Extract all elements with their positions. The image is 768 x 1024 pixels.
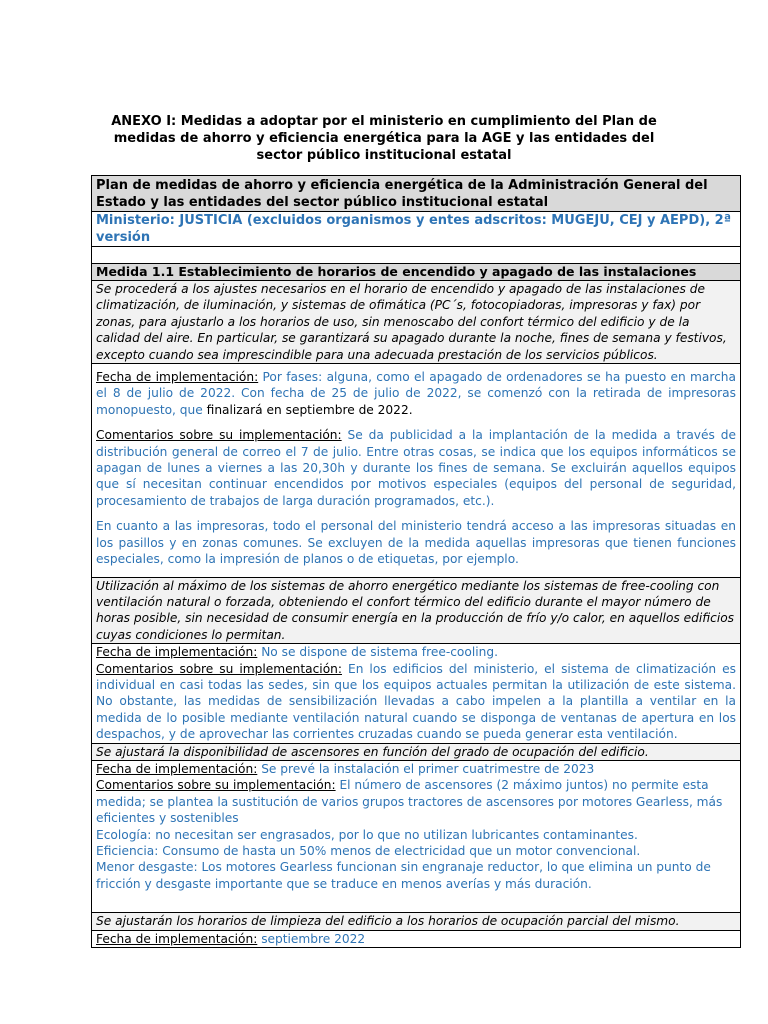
fecha-label: Fecha de implementación: xyxy=(96,370,259,385)
measure-2-details xyxy=(92,644,741,743)
measure-4-description: Se ajustarán los horarios de limpieza del edificio a los horarios de ocupación parcial del mismo. xyxy=(92,913,741,930)
fecha-value: Por fases: alguna, como el apagado de ordenadores se ha puesto en marcha el 8 de julio de 2022. Con fecha de 25 de julio de 2022, se comenzó con la retirada de impresoras monopuesto, que xyxy=(96,370,736,417)
measure-1-description: Se procederá a los ajustes necesarios en el horario de encendido y apagado de las instalaciones de climatización, de iluminación, y sistemas de ofimática (PC´s, fotocopiadoras, impresoras y fax) por zonas, para ajustarlo a los horarios de uso, sin menoscabo del confort térmico del edificio y de la calidad del aire. En particular, se garantizará su apagado durante la noche, fines de semana y festivos, excepto cuando sea imprescindible para una adecuada prestación de los servicios públicos. xyxy=(92,281,741,364)
measure-3-details xyxy=(92,760,741,912)
measure-4-details xyxy=(92,930,741,947)
measure-2-comentarios xyxy=(96,661,736,743)
measure-1-details xyxy=(92,364,741,577)
measures-table xyxy=(91,175,741,948)
measure-2-fecha xyxy=(96,644,736,660)
measure-2-description: Utilización al máximo de los sistemas de ahorro energético mediante los sistemas de free-cooling con ventilación natural o forzada, obteniendo el confort térmico del edificio durante el mayor número de horas posible, sin necesidad de consumir energía en la producción de frío y/o calor, en aquellos edificios cuyas condiciones lo permitan. xyxy=(92,577,741,644)
fecha-label: Fecha de implementación: xyxy=(96,761,258,776)
document-title: ANEXO I: Medidas a adoptar por el ministerio en cumplimiento del Plan de medidas de ahorro y eficiencia energética para la AGE y las entidades del sector público institucional estatal xyxy=(111,114,657,163)
measure-1-impresoras: En cuanto a las impresoras, todo el personal del ministerio tendrá acceso a las impresoras situadas en los pasillos y en zonas comunes. Se excluyen de la medida aquellas impresoras que tienen funciones especiales, como la impresión de planos o de etiquetas, por ejemplo. xyxy=(96,519,736,567)
comentarios-label: Comentarios sobre su implementación: xyxy=(96,661,342,676)
fecha-label: Fecha de implementación: xyxy=(96,645,258,660)
empty-row xyxy=(92,247,741,264)
measure-1-comentarios xyxy=(96,427,736,509)
plan-header: Plan de medidas de ahorro y eficiencia energética de la Administración General del Estado y las entidades del sector público institucional estatal xyxy=(92,176,741,212)
measure-4-fecha xyxy=(96,931,736,947)
fecha-label: Fecha de implementación: xyxy=(96,931,258,946)
eficiencia-line: Eficiencia: Consumo de hasta un 50% menos de electricidad que un motor convencional. xyxy=(96,844,641,858)
measure-3-comentarios xyxy=(96,777,736,826)
fecha-value: No se dispone de sistema free-cooling. xyxy=(261,645,498,660)
comentarios-value: En los edificios del ministerio, el sistema de climatización es individual en casi todas las sedes, sin que los equipos actuales permitan la utilización de este sistema. No obstante, las medidas de sensibilización llevadas a cabo impelen a la plantilla a ventilar en la medida de lo posible mediante ventilación natural cuando se disponga de ventanas de apertura en los despachos, y de aprovechar las corrientes cruzadas cuando se pueda generar esta ventilación. xyxy=(96,661,736,742)
comentarios-value: Se da publicidad a la implantación de la medida a través de distribución general de correo el 7 de julio. Entre otras cosas, se indica que los equipos informáticos se apagan de lunes a viernes a las 20,30h y durante los fines de semana. Se excluirán aquellos equipos que sí necesitan continuar encendidos por motivos especiales (equipos del personal de seguridad, procesamiento de trabajos de larga duración programados, etc.). xyxy=(96,428,736,508)
desgaste-line: Menor desgaste: Los motores Gearless funcionan sin engranaje reductor, lo que elimina un punto de fricción y desgaste importante que se traduce en menos averías y más duración. xyxy=(96,860,711,891)
comentarios-label: Comentarios sobre su implementación: xyxy=(96,778,336,793)
fecha-value-end: finalizará en septiembre de 2022. xyxy=(206,402,413,417)
measure-3-description: Se ajustará la disponibilidad de ascensores en función del grado de ocupación del edificio. xyxy=(92,743,741,760)
measure-title: Medida 1.1 Establecimiento de horarios de encendido y apagado de las instalaciones xyxy=(92,264,741,281)
fecha-value: Se prevé la instalación el primer cuatrimestre de 2023 xyxy=(261,761,595,776)
measure-3-fecha xyxy=(96,761,736,777)
ministry-line: Ministerio: JUSTICIA (excluidos organismos y entes adscritos: MUGEJU, CEJ y AEPD), 2ª versión xyxy=(92,212,741,247)
fecha-value: septiembre 2022 xyxy=(261,931,366,946)
measure-1-fecha xyxy=(96,369,736,418)
ecologia-line: Ecología: no necesitan ser engrasados, por lo que no utilizan lubricantes contaminantes. xyxy=(96,827,638,842)
comentarios-value: El número de ascensores (2 máximo juntos) no permite esta medida; se plantea la sustitución de varios grupos tractores de ascensores por motores Gearless, más eficientes y sostenibles xyxy=(96,778,723,826)
comentarios-label: Comentarios sobre su implementación: xyxy=(96,428,342,443)
